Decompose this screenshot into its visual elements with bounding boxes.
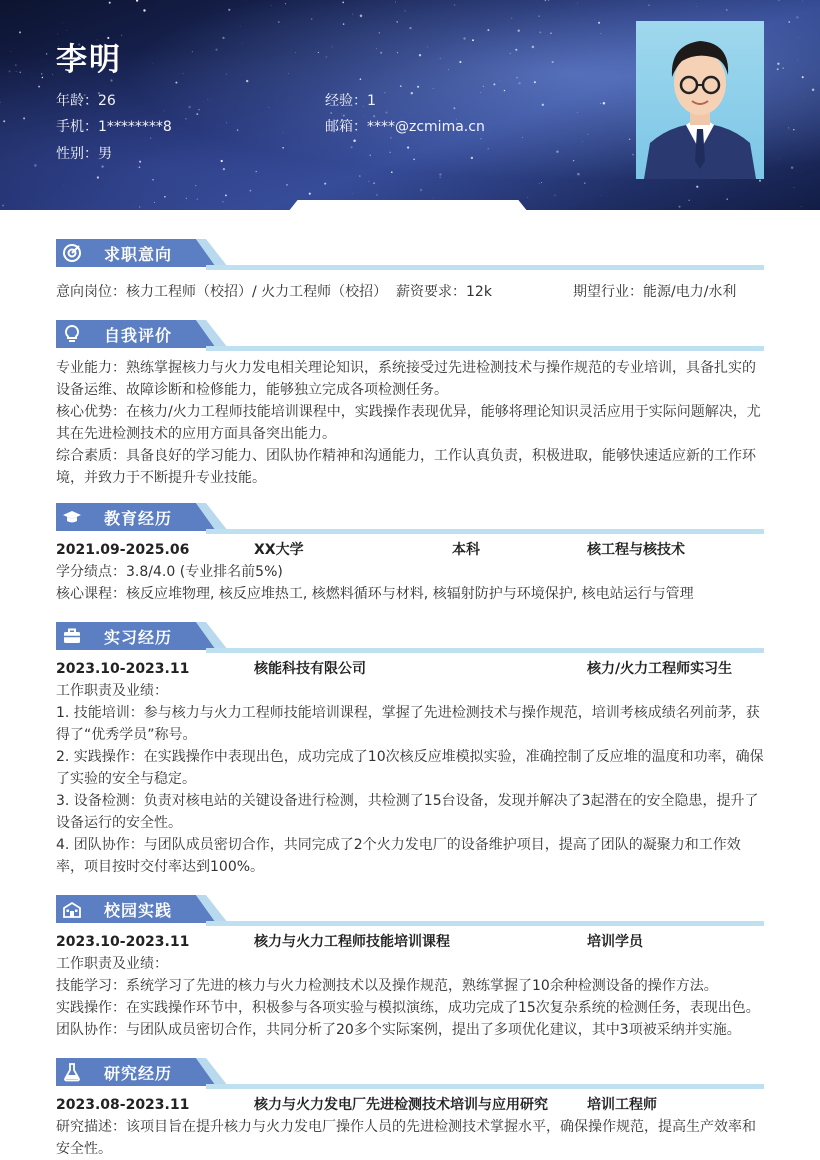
phone-value: 1********8 xyxy=(98,119,172,135)
age-value: 26 xyxy=(98,93,116,109)
section-title: 求职意向 xyxy=(104,245,173,264)
age-label: 年龄： xyxy=(56,93,98,109)
duty-label: 工作职责及业绩： xyxy=(56,683,168,699)
school-name: XX大学 xyxy=(254,542,304,558)
campus-date: 2023.10-2023.11 xyxy=(56,934,190,950)
gpa-line: 学分绩点：3.8/4.0 (专业排名前5%) xyxy=(56,564,283,580)
campus-activity: 核力与火力工程师技能培训课程 xyxy=(254,934,450,950)
text-line: 其在先进检测技术的应用方面具备突出能力。 xyxy=(56,426,336,442)
text-line: 设备运维、故障诊断和检修能力，能够独立完成各项检测任务。 xyxy=(56,382,448,398)
gender-label: 性别： xyxy=(56,146,98,162)
experience-info xyxy=(325,90,376,110)
phone-label: 手机： xyxy=(56,119,98,135)
section-research xyxy=(56,1058,764,1160)
text-line: 2. 实践操作：在实践操作中表现出色，成功完成了10次核反应堆模拟实验，准确控制了反应堆的温度和功率，确保 xyxy=(56,749,764,765)
resume-header xyxy=(0,0,820,210)
email-label: 邮箱： xyxy=(325,119,367,135)
education-row xyxy=(56,539,764,561)
text-line: 设备运行的安全性。 xyxy=(56,815,182,831)
graduation-cap-icon xyxy=(62,507,82,527)
section-title: 教育经历 xyxy=(104,509,173,528)
lightbulb-icon xyxy=(62,324,82,344)
section-title: 校园实践 xyxy=(104,901,173,920)
briefcase-icon xyxy=(62,626,82,646)
text-line: 4. 团队协作：与团队成员密切合作，共同完成了2个火力发电厂的设备维护项目，提高了团队的凝聚力和工作效 xyxy=(56,837,741,853)
education-date: 2021.09-2025.06 xyxy=(56,542,190,558)
target-icon xyxy=(62,243,82,263)
text-line: 率，项目按时交付率达到100%。 xyxy=(56,859,265,875)
campus-role: 培训学员 xyxy=(587,934,643,950)
profile-photo xyxy=(636,21,764,179)
text-line: 研究描述：该项目旨在提升核力与火力发电厂操作人员的先进检测技术掌握水平，确保操作规范，提高生产效率和 xyxy=(56,1119,756,1135)
text-line: 技能学习：系统学习了先进的核力与火力检测技术以及操作规范，熟练掌握了10余种检测设备的操作方法。 xyxy=(56,978,718,994)
section-header xyxy=(56,1058,764,1090)
job-intent-row xyxy=(56,281,764,303)
candidate-name: 李明 xyxy=(56,42,122,78)
text-line: 综合素质：具备良好的学习能力、团队协作精神和沟通能力，工作认真负责，积极进取，能够快速适应新的工作环 xyxy=(56,448,756,464)
section-campus-practice xyxy=(56,895,764,1041)
text-line: 实践操作：在实践操作环节中，积极参与各项实验与模拟演练，成功完成了15次复杂系统的检测任务，表现出色。 xyxy=(56,1000,760,1016)
text-line: 核心优势：在核力/火力工程师技能培训课程中，实践操作表现优异，能够将理论知识灵活应用于实际问题解决，尤 xyxy=(56,404,761,420)
self-evaluation-text xyxy=(56,357,764,489)
intended-position: 意向岗位：核力工程师（校招）/ 火力工程师（校招） xyxy=(56,284,388,300)
text-line: 安全性。 xyxy=(56,1141,112,1157)
text-line: 了实验的安全与稳定。 xyxy=(56,771,196,787)
school-building-icon xyxy=(62,899,82,919)
degree: 本科 xyxy=(452,542,480,558)
section-internship xyxy=(56,622,764,878)
text-line: 团队协作：与团队成员密切合作，共同分析了20多个实际案例，提出了多项优化建议，其中3项被采纳并实施。 xyxy=(56,1022,741,1038)
major: 核工程与核技术 xyxy=(587,542,685,558)
email-value: ****@zcmima.cn xyxy=(367,119,485,135)
text-line: 1. 技能培训：参与核力与火力工程师技能培训课程，掌握了先进检测技术与操作规范，培训考核成绩名列前茅，获 xyxy=(56,705,760,721)
section-title: 自我评价 xyxy=(104,326,173,345)
gender-info xyxy=(56,143,112,163)
text-line: 得了“优秀学员”称号。 xyxy=(56,727,197,743)
section-title: 研究经历 xyxy=(104,1064,173,1083)
company-name: 核能科技有限公司 xyxy=(254,661,366,677)
section-header xyxy=(56,239,764,271)
duty-label: 工作职责及业绩： xyxy=(56,956,168,972)
research-row xyxy=(56,1094,764,1116)
campus-row xyxy=(56,931,764,953)
section-header xyxy=(56,320,764,352)
internship-row xyxy=(56,658,764,680)
phone-info xyxy=(56,116,172,136)
section-title: 实习经历 xyxy=(104,628,173,647)
internship-date: 2023.10-2023.11 xyxy=(56,661,190,677)
age-info xyxy=(56,90,116,110)
section-self-evaluation xyxy=(56,320,764,489)
section-header xyxy=(56,622,764,654)
salary-expectation: 薪资要求：12k xyxy=(396,284,492,300)
courses-line: 核心课程：核反应堆物理, 核反应堆热工, 核燃料循环与材料, 核辐射防护与环境保护, 核电站运行与管理 xyxy=(56,586,694,602)
gender-value: 男 xyxy=(98,146,112,162)
internship-role: 核力/火力工程师实习生 xyxy=(587,661,733,677)
text-line: 专业能力：熟练掌握核力与火力发电相关理论知识，系统接受过先进检测技术与操作规范的专业培训，具备扎实的 xyxy=(56,360,756,376)
section-header xyxy=(56,503,764,535)
email-info xyxy=(325,116,485,136)
text-line: 境，并致力于不断提升专业技能。 xyxy=(56,470,266,486)
experience-value: 1 xyxy=(367,93,376,109)
expected-industry: 期望行业：能源/电力/水利 xyxy=(573,284,737,300)
text-line: 3. 设备检测：负责对核电站的关键设备进行检测，共检测了15台设备，发现并解决了3起潜在的安全隐患，提升了 xyxy=(56,793,759,809)
section-header xyxy=(56,895,764,927)
section-job-intent xyxy=(56,239,764,303)
experience-label: 经验： xyxy=(325,93,367,109)
section-education xyxy=(56,503,764,605)
research-project: 核力与火力发电厂先进检测技术培训与应用研究 xyxy=(254,1097,548,1113)
research-date: 2023.08-2023.11 xyxy=(56,1097,190,1113)
header-tab-notch xyxy=(288,200,528,212)
flask-icon xyxy=(62,1062,82,1082)
research-role: 培训工程师 xyxy=(587,1097,657,1113)
